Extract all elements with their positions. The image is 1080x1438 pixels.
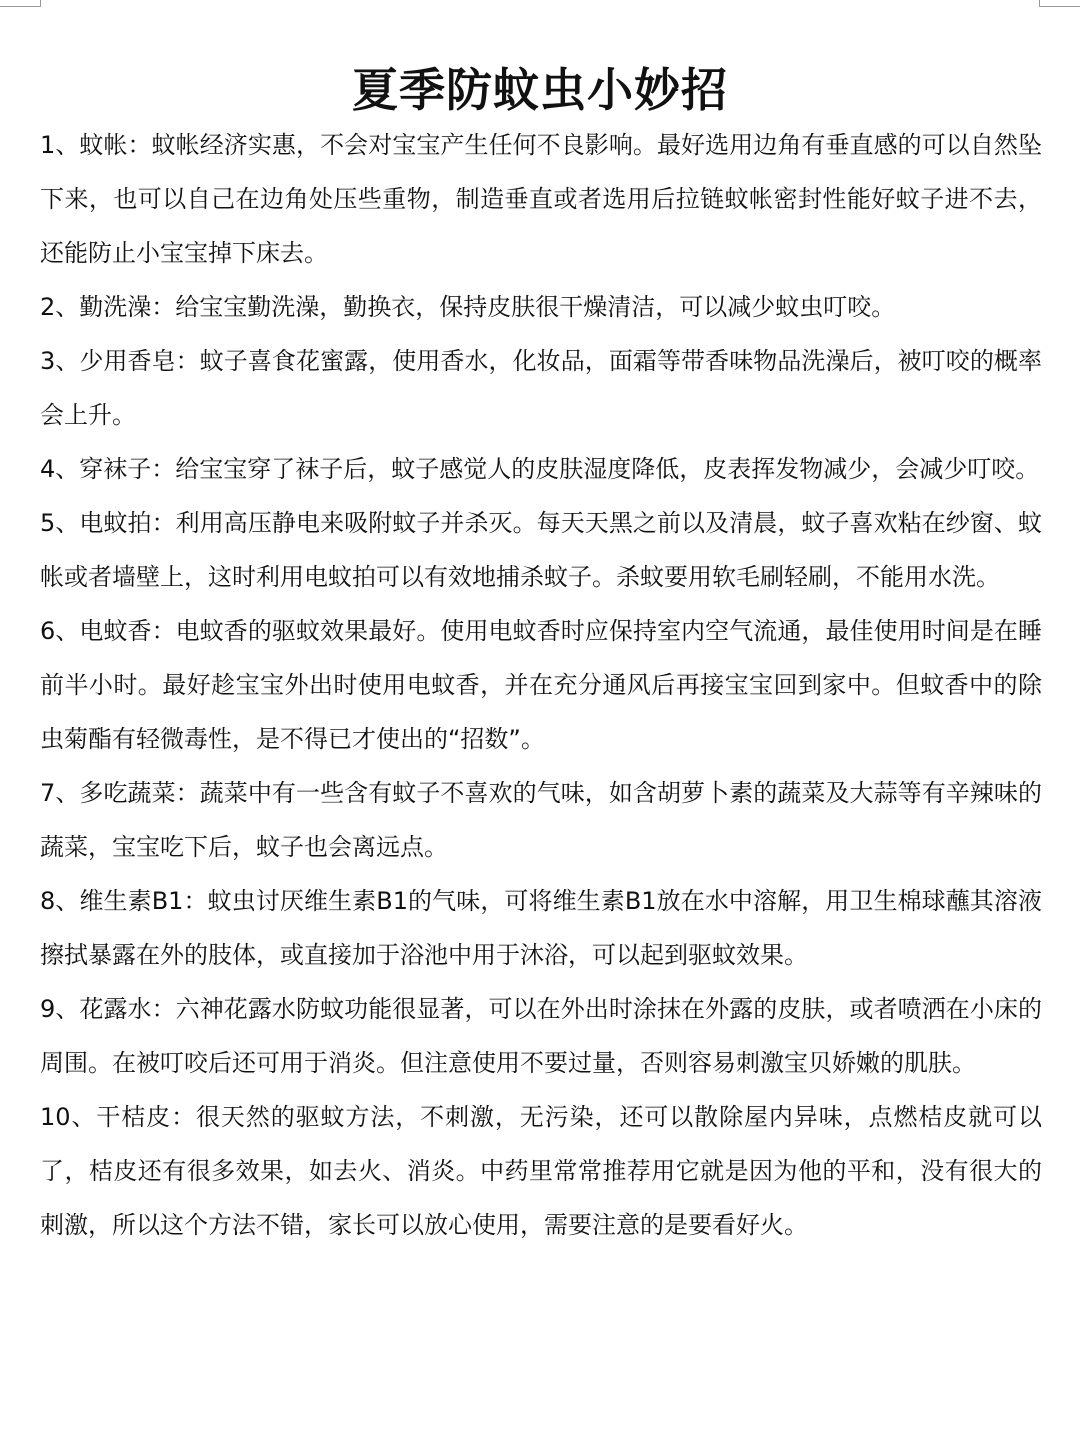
- tip-item-2: 2、勤洗澡：给宝宝勤洗澡，勤换衣，保持皮肤很干燥清洁，可以减少蚊虫叮咬。: [40, 293, 896, 321]
- corner-mark-left: [0, 0, 41, 7]
- tip-item-6: 6、电蚊香：电蚊香的驱蚊效果最好。使用电蚊香时应保持室内空气流通，最佳使用时间是在睡前半小时。最好趁宝宝外出时使用电蚊香，并在充分通风后再接宝宝回到家中。但蚊香中的除虫菊酯有轻微毒性，是不得已才使出的“招数”。: [40, 617, 1042, 753]
- page-title: 夏季防蚊虫小妙招: [352, 63, 728, 117]
- tip-item-9: 9、花露水：六神花露水防蚊功能很显著，可以在外出时涂抹在外露的皮肤，或者喷洒在小床的周围。在被叮咬后还可用于消炎。但注意使用不要过量，否则容易刺激宝贝娇嫩的肌肤。: [40, 995, 1042, 1077]
- corner-mark-right: [1039, 0, 1080, 7]
- tip-item-10: 10、干桔皮：很天然的驱蚊方法，不刺激，无污染，还可以散除屋内异味，点燃桔皮就可以了，桔皮还有很多效果，如去火、消炎。中药里常常推荐用它就是因为他的平和，没有很大的刺激，所以这个方法不错，家长可以放心使用，需要注意的是要看好火。: [40, 1103, 1042, 1239]
- tip-item-1: 1、蚊帐：蚊帐经济实惠，不会对宝宝产生任何不良影响。最好选用边角有垂直感的可以自然坠下来，也可以自己在边角处压些重物，制造垂直或者选用后拉链蚊帐密封性能好蚊子进不去，还能防止小宝宝掉下床去。: [40, 131, 1042, 267]
- tip-item-7: 7、多吃蔬菜：蔬菜中有一些含有蚊子不喜欢的气味，如含胡萝卜素的蔬菜及大蒜等有辛辣味的蔬菜，宝宝吃下后，蚊子也会离远点。: [40, 779, 1042, 861]
- tip-item-5: 5、电蚊拍：利用高压静电来吸附蚊子并杀灭。每天天黑之前以及清晨，蚊子喜欢粘在纱窗、蚊帐或者墙壁上，这时利用电蚊拍可以有效地捕杀蚊子。杀蚊要用软毛刷轻刷，不能用水洗。: [40, 509, 1042, 591]
- tip-item-4: 4、穿袜子：给宝宝穿了袜子后，蚊子感觉人的皮肤湿度降低，皮表挥发物减少，会减少叮咬。: [40, 455, 1040, 483]
- tips-list: [40, 118, 1042, 1252]
- tip-item-8: 8、维生素B1：蚊虫讨厌维生素B1的气味，可将维生素B1放在水中溶解，用卫生棉球蘸其溶液擦拭暴露在外的肢体，或直接加于浴池中用于沐浴，可以起到驱蚊效果。: [40, 887, 1042, 969]
- tip-item-3: 3、少用香皂：蚊子喜食花蜜露，使用香水，化妆品，面霜等带香味物品洗澡后，被叮咬的概率会上升。: [40, 347, 1042, 429]
